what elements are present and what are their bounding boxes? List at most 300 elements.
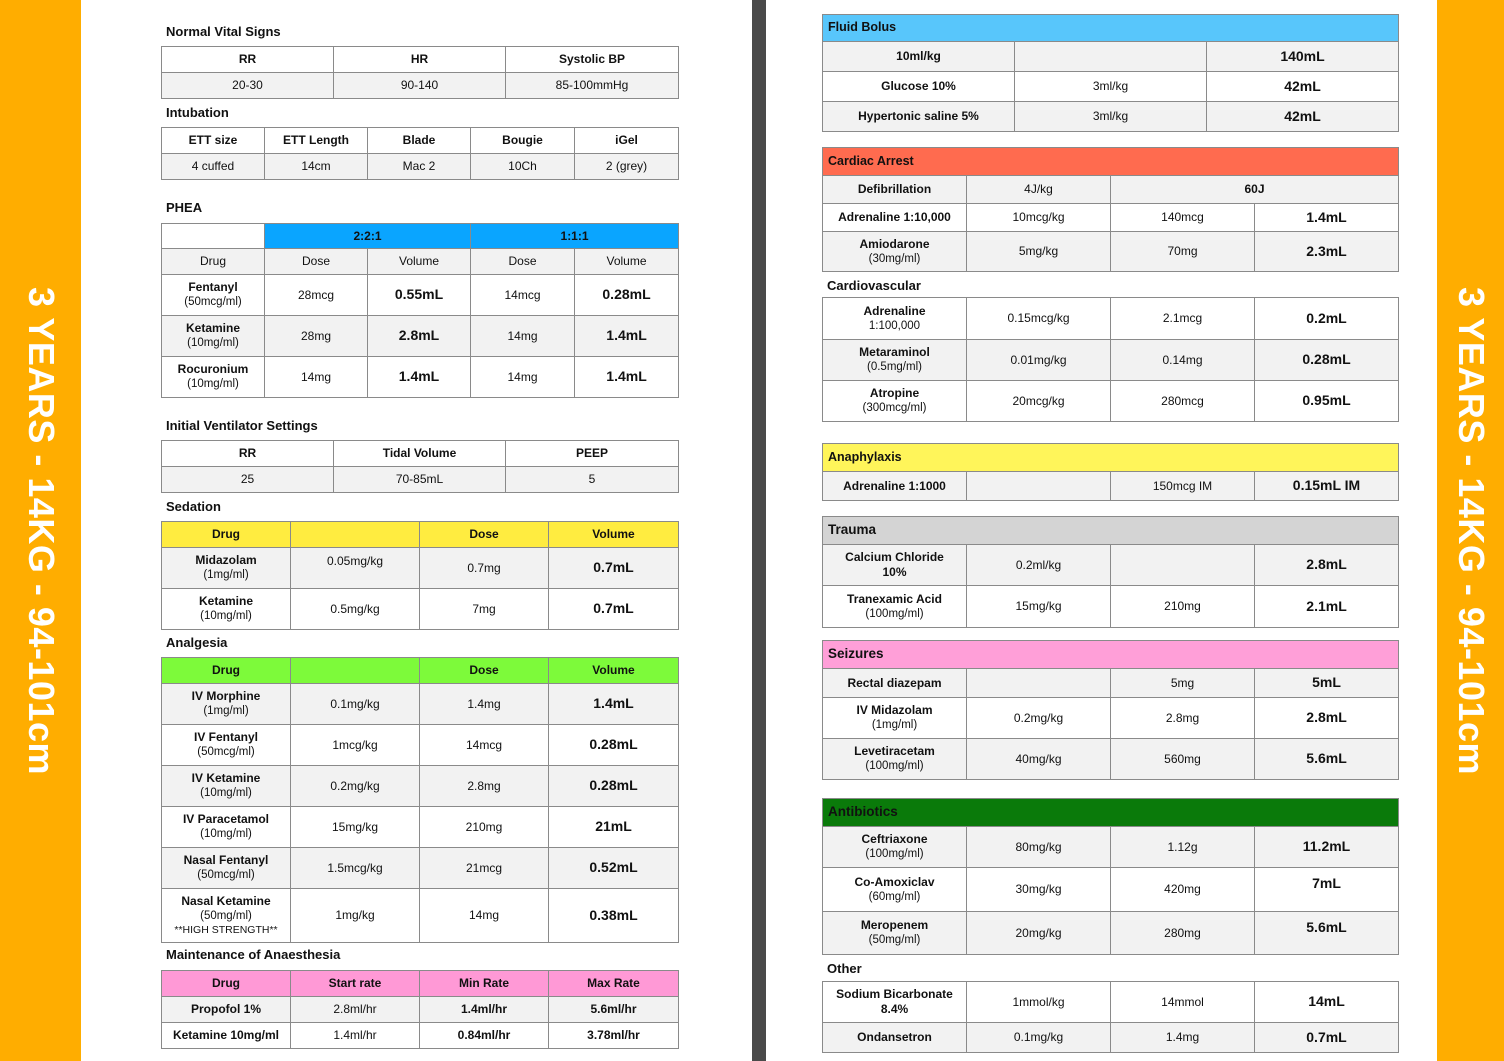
drug-cell: [823, 381, 967, 422]
dose-cell: 560mg: [1111, 739, 1255, 780]
volume-cell: 0.52mL: [549, 848, 679, 889]
dose-cell: 70mg: [1111, 232, 1255, 272]
table-row: [823, 340, 1399, 381]
ventilator-value: 5: [506, 467, 679, 493]
fluid-bolus-title: Fluid Bolus: [823, 15, 1399, 42]
drug-cell: [823, 340, 967, 381]
anaphylaxis-title: Anaphylaxis: [823, 444, 1399, 472]
volume-cell: 0.28mL: [549, 766, 679, 807]
drug-name: Levetiracetam: [854, 744, 935, 759]
perkg-cell: 15mg/kg: [967, 586, 1111, 628]
drug-concentration: (50mcg/ml): [197, 746, 255, 759]
drug-name: Meropenem: [860, 918, 929, 933]
perkg-cell: 0.2mg/kg: [291, 766, 420, 807]
dose-cell: 1.4mg: [420, 684, 549, 725]
perkg-cell: 0.2mg/kg: [967, 698, 1111, 739]
phea-ratio-row: [162, 224, 679, 249]
trauma-table: [822, 516, 1399, 628]
volume-cell: 0.7mL: [549, 589, 679, 630]
table-row: [823, 42, 1399, 72]
drug-concentration: (50mcg/ml): [197, 869, 255, 882]
intubation-value: 2 (grey): [575, 154, 679, 180]
volume-cell: 2.8mL: [1255, 545, 1399, 586]
table-row: [162, 684, 679, 725]
drug-concentration: (10mg/ml): [187, 337, 239, 350]
perkg-cell: 15mg/kg: [291, 807, 420, 848]
intubation-header: iGel: [575, 128, 679, 154]
volume-cell: 2.1mL: [1255, 586, 1399, 628]
drug-concentration: (10mg/ml): [200, 787, 252, 800]
seizures-table: [822, 640, 1399, 780]
volume-cell: 1.4mL: [549, 684, 679, 725]
perkg-cell: 20mcg/kg: [967, 381, 1111, 422]
perkg-cell: 20mg/kg: [967, 912, 1111, 955]
drug-name: IV Ketamine: [191, 771, 261, 786]
table-row: [823, 298, 1399, 340]
fluid-bolus-table: [822, 14, 1399, 132]
volume-cell: 0.95mL: [1255, 381, 1399, 422]
drug-name: IV Morphine: [191, 689, 261, 704]
table-header-row: [162, 128, 679, 154]
ventilator-header: RR: [162, 441, 334, 467]
drug-concentration: (1mg/ml): [203, 705, 249, 718]
drug-name: Ketamine 10mg/ml: [162, 1023, 291, 1049]
phea-ratio-header: 2:2:1: [265, 224, 471, 249]
table-header-row: [162, 249, 679, 275]
dose-cell: 28mg: [265, 316, 368, 357]
maintenance-header: Min Rate: [420, 971, 549, 997]
section-header-row: [823, 517, 1399, 545]
drug-name: Amiodarone: [859, 236, 930, 251]
table-row: [162, 154, 679, 180]
drug-cell: [162, 357, 265, 398]
volume-cell: 5.6mL: [1255, 739, 1399, 780]
intubation-value: 14cm: [265, 154, 368, 180]
drug-name: Rectal diazepam: [823, 669, 967, 698]
drug-name: IV Midazolam: [856, 703, 933, 718]
intubation-title: Intubation: [166, 105, 229, 120]
volume-cell: 14mL: [1255, 982, 1399, 1023]
drug-warning-note: **HIGH STRENGTH**: [174, 923, 278, 936]
table-row: [162, 467, 679, 493]
anaphylaxis-table: [822, 443, 1399, 501]
drug-name: Ketamine: [185, 321, 241, 336]
volume-cell: 42mL: [1207, 72, 1399, 102]
dose-cell: 1.12g: [1111, 827, 1255, 868]
table-row: [823, 472, 1399, 501]
drug-cell: [162, 275, 265, 316]
table-header-row: [162, 441, 679, 467]
perkg-cell: 80mg/kg: [967, 827, 1111, 868]
table-header-row: [162, 971, 679, 997]
dose-cell: 14mg: [471, 316, 575, 357]
perkg-cell: 0.2ml/kg: [967, 545, 1111, 586]
cardiac-arrest-table: [822, 147, 1399, 272]
max-rate-cell: 5.6ml/hr: [549, 997, 679, 1023]
drug-name: IV Paracetamol: [182, 812, 270, 827]
sedation-table: [161, 521, 679, 630]
volume-cell: 0.2mL: [1255, 298, 1399, 340]
dose-cell: 2.1mcg: [1111, 298, 1255, 340]
trauma-title: Trauma: [823, 517, 1399, 545]
drug-name: Calcium Chloride: [845, 550, 944, 564]
min-rate-cell: 1.4ml/hr: [420, 997, 549, 1023]
volume-cell: 2.8mL: [368, 316, 471, 357]
drug-concentration: (50mg/ml): [200, 910, 252, 923]
dose-cell: 14mg: [265, 357, 368, 398]
section-header-row: [823, 15, 1399, 42]
volume-cell: 11.2mL: [1255, 827, 1399, 868]
drug-concentration: (10mg/ml): [200, 828, 252, 841]
perkg-cell: 1mg/kg: [291, 889, 420, 943]
drug-name: Co-Amoxiclav: [854, 874, 935, 889]
perkg-cell: 0.1mg/kg: [967, 1023, 1111, 1053]
drug-name: Adrenaline: [863, 303, 926, 318]
volume-cell: 0.7mL: [549, 548, 679, 589]
drug-name: Ondansetron: [823, 1023, 967, 1053]
sedation-header: [291, 522, 420, 548]
volume-cell: 0.28mL: [1255, 340, 1399, 381]
empty-cell: [162, 224, 265, 249]
phea-header: Dose: [471, 249, 575, 275]
right-band-label: 3 YEARS - 14KG - 94-101cm: [1450, 286, 1492, 775]
table-header-row: [162, 47, 679, 73]
empty-cell: [1015, 42, 1207, 72]
perkg-cell: 0.05mg/kg: [291, 548, 420, 589]
analgesia-header: Volume: [549, 658, 679, 684]
perkg-cell: 0.1mg/kg: [291, 684, 420, 725]
table-row: [162, 848, 679, 889]
ventilator-header: PEEP: [506, 441, 679, 467]
drug-cell: [823, 698, 967, 739]
drug-name: Nasal Fentanyl: [183, 853, 269, 868]
table-row: [162, 316, 679, 357]
table-row: [823, 827, 1399, 868]
drug-name: Metaraminol: [859, 345, 930, 360]
dose-cell: 7mg: [420, 589, 549, 630]
volume-cell: 1.4mL: [575, 357, 679, 398]
sedation-header: Dose: [420, 522, 549, 548]
sedation-header: Drug: [162, 522, 291, 548]
left-band-label: 3 YEARS - 14KG - 94-101cm: [20, 286, 62, 775]
vitals-header: RR: [162, 47, 334, 73]
cardiovascular-title: Cardiovascular: [827, 278, 921, 293]
empty-cell: [967, 669, 1111, 698]
drug-name: Adrenaline 1:1000: [823, 472, 967, 501]
drug-cell: [823, 739, 967, 780]
table-row: [823, 982, 1399, 1023]
drug-concentration: (30mg/ml): [868, 252, 921, 265]
drug-name: Adrenaline 1:10,000: [823, 204, 967, 232]
drug-cell: [823, 586, 967, 628]
intubation-header: Blade: [368, 128, 471, 154]
dose-cell: 210mg: [1111, 586, 1255, 628]
vitals-header: HR: [334, 47, 506, 73]
perkg-cell: 40mg/kg: [967, 739, 1111, 780]
perkg-cell: 0.01mg/kg: [967, 340, 1111, 381]
phea-ratio-header: 1:1:1: [471, 224, 679, 249]
sedation-header: Volume: [549, 522, 679, 548]
volume-cell: 0.38mL: [549, 889, 679, 943]
drug-concentration: 8.4%: [880, 1002, 909, 1016]
drug-cell: [823, 545, 967, 586]
maintenance-title: Maintenance of Anaesthesia: [166, 947, 341, 962]
table-row: [823, 739, 1399, 780]
table-row: [162, 725, 679, 766]
table-row: [162, 889, 679, 943]
dose-cell: 14mcg: [420, 725, 549, 766]
drug-name: Ketamine: [198, 594, 254, 609]
table-row: [823, 204, 1399, 232]
dose-cell: 14mcg: [471, 275, 575, 316]
maintenance-table: [161, 970, 679, 1049]
drug-cell: [162, 548, 291, 589]
drug-cell: [823, 868, 967, 912]
drug-cell: [162, 766, 291, 807]
table-row: [162, 589, 679, 630]
perkg-cell: 0.15mcg/kg: [967, 298, 1111, 340]
volume-cell: 7mL: [1255, 868, 1399, 912]
dose-cell: 5mg: [1111, 669, 1255, 698]
left-weight-band: [0, 0, 81, 1061]
drug-concentration: (100mg/ml): [865, 848, 924, 861]
intubation-header: ETT Length: [265, 128, 368, 154]
drug-name: Tranexamic Acid: [847, 591, 942, 606]
table-row: [823, 1023, 1399, 1053]
cardiac-arrest-title: Cardiac Arrest: [823, 148, 1399, 176]
perkg-cell: 1.5mcg/kg: [291, 848, 420, 889]
cardiovascular-table: [822, 297, 1399, 422]
perkg-cell: 3ml/kg: [1015, 102, 1207, 132]
phea-header: Volume: [575, 249, 679, 275]
table-row: [162, 357, 679, 398]
vitals-value: 85-100mmHg: [506, 73, 679, 99]
volume-cell: 0.28mL: [549, 725, 679, 766]
drug-name: Propofol 1%: [162, 997, 291, 1023]
vitals-title: Normal Vital Signs: [166, 24, 281, 39]
section-header-row: [823, 444, 1399, 472]
drug-name: Ceftriaxone: [861, 832, 928, 847]
volume-cell: 1.4mL: [1255, 204, 1399, 232]
drug-concentration: (1mg/ml): [203, 569, 249, 582]
table-row: [162, 807, 679, 848]
vitals-value: 20-30: [162, 73, 334, 99]
phea-table: [161, 223, 679, 398]
maintenance-header: Max Rate: [549, 971, 679, 997]
other-title: Other: [827, 961, 862, 976]
volume-cell: 1.4mL: [368, 357, 471, 398]
volume-cell: 42mL: [1207, 102, 1399, 132]
drug-concentration: (300mcg/ml): [862, 402, 927, 415]
analgesia-table: [161, 657, 679, 943]
antibiotics-title: Antibiotics: [823, 799, 1399, 827]
table-row: [823, 545, 1399, 586]
drug-concentration: 10%: [882, 565, 907, 579]
drug-concentration: (60mg/ml): [868, 890, 921, 903]
table-row: [823, 176, 1399, 204]
volume-cell: 0.55mL: [368, 275, 471, 316]
table-row: [823, 698, 1399, 739]
section-header-row: [823, 641, 1399, 669]
table-row: [162, 997, 679, 1023]
table-header-row: [162, 658, 679, 684]
dose-cell: 14mg: [471, 357, 575, 398]
drug-name: Sodium Bicarbonate: [836, 987, 953, 1001]
dose-cell: 140mcg: [1111, 204, 1255, 232]
volume-cell: 5.6mL: [1255, 912, 1399, 955]
drug-cell: [162, 807, 291, 848]
drug-concentration: (50mg/ml): [868, 934, 921, 947]
ventilator-value: 25: [162, 467, 334, 493]
drug-concentration: (50mcg/ml): [184, 296, 242, 309]
analgesia-header: [291, 658, 420, 684]
table-row: [823, 381, 1399, 422]
vitals-value: 90-140: [334, 73, 506, 99]
defib-energy-cell: 60J: [1111, 176, 1399, 204]
dose-cell: 21mcg: [420, 848, 549, 889]
dose-cell: 150mcg IM: [1111, 472, 1255, 501]
drug-cell: [162, 848, 291, 889]
table-row: [162, 73, 679, 99]
drug-concentration: 1:100,000: [868, 319, 921, 332]
dose-cell: 0.14mg: [1111, 340, 1255, 381]
drug-concentration: (100mg/ml): [865, 607, 924, 620]
volume-cell: 0.7mL: [1255, 1023, 1399, 1053]
max-rate-cell: 3.78ml/hr: [549, 1023, 679, 1049]
dose-cell: 280mg: [1111, 912, 1255, 955]
table-row: [162, 275, 679, 316]
volume-cell: 1.4mL: [575, 316, 679, 357]
seizures-title: Seizures: [823, 641, 1399, 669]
drug-cell: [162, 589, 291, 630]
drug-cell: [823, 298, 967, 340]
dose-cell: 420mg: [1111, 868, 1255, 912]
analgesia-title: Analgesia: [166, 635, 228, 650]
table-row: [162, 548, 679, 589]
maintenance-header: Start rate: [291, 971, 420, 997]
table-row: [823, 72, 1399, 102]
intubation-table: [161, 127, 679, 180]
volume-cell: 0.28mL: [575, 275, 679, 316]
drug-cell: [162, 316, 265, 357]
drug-name: Glucose 10%: [823, 72, 1015, 102]
perkg-cell: 0.5mg/kg: [291, 589, 420, 630]
perkg-cell: 5mg/kg: [967, 232, 1111, 272]
drug-name: Midazolam: [195, 553, 257, 568]
drug-cell: [823, 982, 967, 1023]
table-row: [162, 1023, 679, 1049]
antibiotics-table: [822, 798, 1399, 955]
drug-cell: [162, 684, 291, 725]
drug-name: Nasal Ketamine: [181, 894, 271, 909]
table-row: [162, 766, 679, 807]
dose-cell: 14mg: [420, 889, 549, 943]
volume-cell: 0.15mL IM: [1255, 472, 1399, 501]
dose-cell: 1.4mg: [1111, 1023, 1255, 1053]
ventilator-value: 70-85mL: [334, 467, 506, 493]
ventilator-title: Initial Ventilator Settings: [166, 418, 318, 433]
section-header-row: [823, 799, 1399, 827]
drug-name: Atropine: [869, 386, 920, 401]
drug-name: Rocuronium: [177, 362, 249, 377]
phea-title: PHEA: [166, 200, 203, 215]
sedation-title: Sedation: [166, 499, 221, 514]
intubation-value: Mac 2: [368, 154, 471, 180]
phea-header: Drug: [162, 249, 265, 275]
dose-cell: 2.8mg: [420, 766, 549, 807]
volume-cell: 2.3mL: [1255, 232, 1399, 272]
table-row: [823, 868, 1399, 912]
drug-cell: [823, 232, 967, 272]
ventilator-table: [161, 440, 679, 493]
volume-cell: 2.8mL: [1255, 698, 1399, 739]
ventilator-header: Tidal Volume: [334, 441, 506, 467]
perkg-cell: 10mcg/kg: [967, 204, 1111, 232]
table-row: [823, 669, 1399, 698]
drug-concentration: (10mg/ml): [200, 610, 252, 623]
volume-cell: 5mL: [1255, 669, 1399, 698]
table-row: [823, 102, 1399, 132]
drug-cell: [823, 912, 967, 955]
table-row: [823, 586, 1399, 628]
perkg-cell: 30mg/kg: [967, 868, 1111, 912]
start-rate-cell: 1.4ml/hr: [291, 1023, 420, 1049]
table-header-row: [162, 522, 679, 548]
dose-cell: [1111, 545, 1255, 586]
intubation-value: 10Ch: [471, 154, 575, 180]
drug-name: IV Fentanyl: [193, 730, 258, 745]
perkg-cell: 1mmol/kg: [967, 982, 1111, 1023]
drug-concentration: (0.5mg/ml): [867, 361, 922, 374]
table-row: [823, 912, 1399, 955]
intubation-header: ETT size: [162, 128, 265, 154]
maintenance-header: Drug: [162, 971, 291, 997]
perkg-cell: 3ml/kg: [1015, 72, 1207, 102]
drug-name: 10ml/kg: [823, 42, 1015, 72]
volume-cell: 21mL: [549, 807, 679, 848]
drug-cell: [162, 889, 291, 943]
start-rate-cell: 2.8ml/hr: [291, 997, 420, 1023]
dose-cell: 28mcg: [265, 275, 368, 316]
dose-cell: 0.7mg: [420, 548, 549, 589]
section-header-row: [823, 148, 1399, 176]
phea-header: Dose: [265, 249, 368, 275]
drug-name: Fentanyl: [188, 280, 238, 295]
dose-cell: 14mmol: [1111, 982, 1255, 1023]
right-weight-band: [1437, 0, 1504, 1061]
volume-cell: 140mL: [1207, 42, 1399, 72]
dose-cell: 280mcg: [1111, 381, 1255, 422]
drug-concentration: (100mg/ml): [865, 760, 924, 773]
intubation-value: 4 cuffed: [162, 154, 265, 180]
drug-concentration: (1mg/ml): [871, 719, 918, 732]
phea-header: Volume: [368, 249, 471, 275]
vitals-table: [161, 46, 679, 99]
drug-cell: [162, 725, 291, 766]
intubation-header: Bougie: [471, 128, 575, 154]
drug-name: Hypertonic saline 5%: [823, 102, 1015, 132]
perkg-cell: 4J/kg: [967, 176, 1111, 204]
empty-cell: [967, 472, 1111, 501]
other-table: [822, 981, 1399, 1053]
perkg-cell: 1mcg/kg: [291, 725, 420, 766]
dose-cell: 2.8mg: [1111, 698, 1255, 739]
drug-cell: [823, 827, 967, 868]
drug-concentration: (10mg/ml): [187, 378, 239, 391]
dose-cell: 210mg: [420, 807, 549, 848]
page-divider: [752, 0, 766, 1061]
table-row: [823, 232, 1399, 272]
